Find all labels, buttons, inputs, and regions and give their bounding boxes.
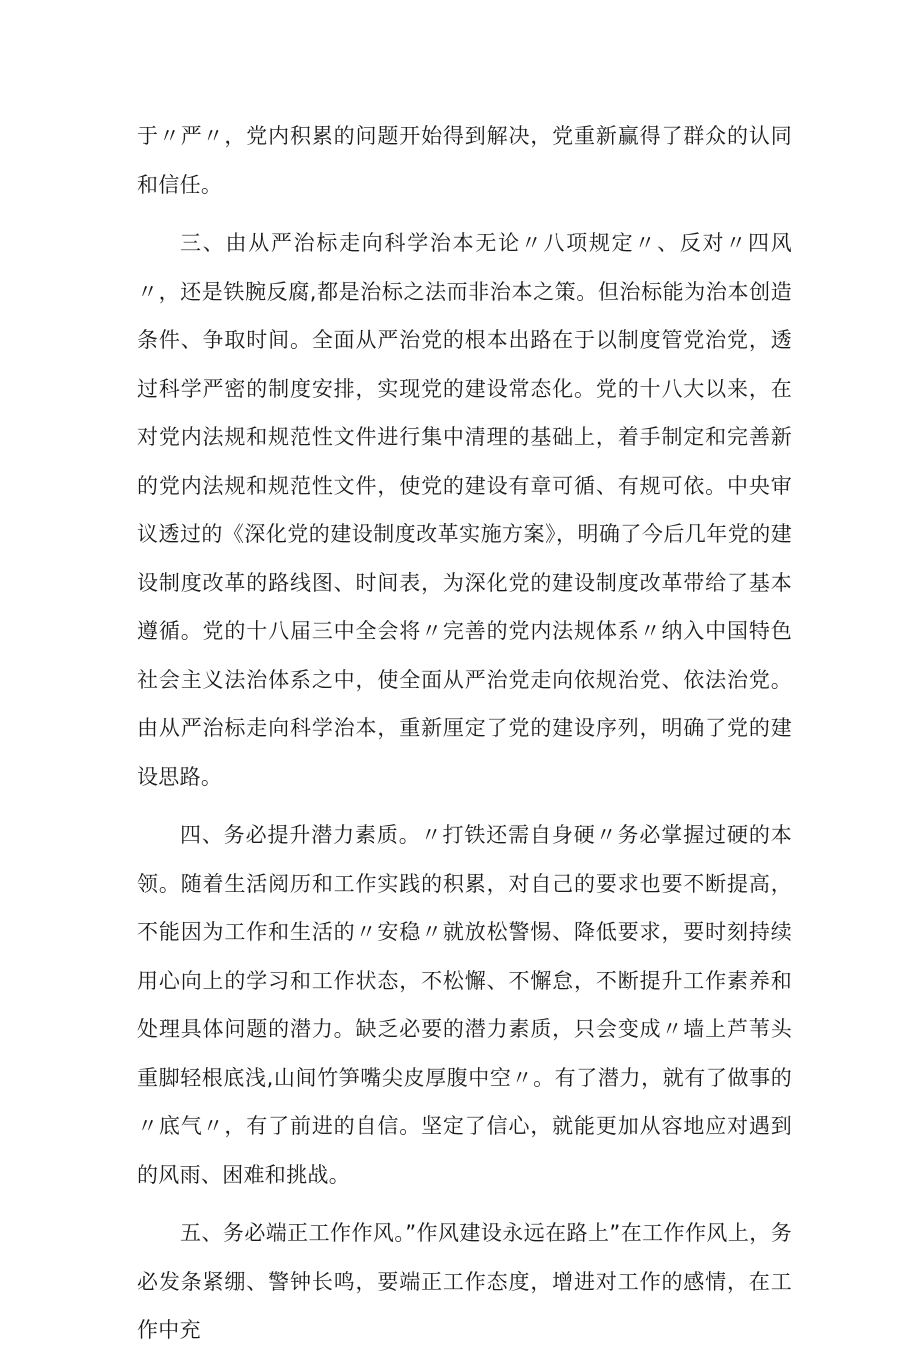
paragraph-section-five: 五、务必端正工作作风。”作风建设永远在路上”在工作作风上，务必发条紧绷、警钟长鸣，要端正工作态度，增进对工作的感情，在工作中充 — [137, 1221, 792, 1342]
paragraph-section-three: 三、由从严治标走向科学治本无论〃八项规定〃、反对〃四风〃，还是铁腕反腐,都是治标之法而非治本之策。但治标能为治本创造条件、争取时间。全面从严治党的根本出路在于以制度管党治党，透过科学严密的制度安排，实现党的建设常态化。党的十八大以来，在对党内法规和规范性文件进行集中清理的基础上，着手制定和完善新的党内法规和规范性文件，使党的建设有章可循、有规可依。中央审议透过的《深化党的建设制度改革实施方案》，明确了今后几年党的建设制度改革的路线图、时间表，为深化党的建设制度改革带给了基本遵循。党的十八届三中全会将〃完善的党内法规体系〃纳入中国特色社会主义法治体系之中，使全面从严治党走向依规治党、依法治党。由从严治标走向科学治本，重新厘定了党的建设序列，明确了党的建设思路。 — [137, 231, 792, 789]
paragraph-section-four: 四、务必提升潜力素质。〃打铁还需自身硬〃务必掌握过硬的本领。随着生活阅历和工作实践的积累，对自己的要求也要不断提高，不能因为工作和生活的〃安稳〃就放松警惕、降低要求，要时刻持续用心向上的学习和工作状态，不松懈、不懈怠，不断提升工作素养和处理具体问题的潜力。缺乏必要的潜力素质，只会变成〃墙上芦苇头重脚轻根底浅,山间竹笋嘴尖皮厚腹中空〃。有了潜力，就有了做事的〃底气〃，有了前进的自信。坚定了信心，就能更加从容地应对遇到的风雨、困难和挑战。 — [137, 823, 792, 1187]
paragraph-continuation: 于〃严〃，党内积累的问题开始得到解决，党重新赢得了群众的认同和信任。 — [137, 124, 792, 197]
document-body — [137, 112, 792, 1365]
